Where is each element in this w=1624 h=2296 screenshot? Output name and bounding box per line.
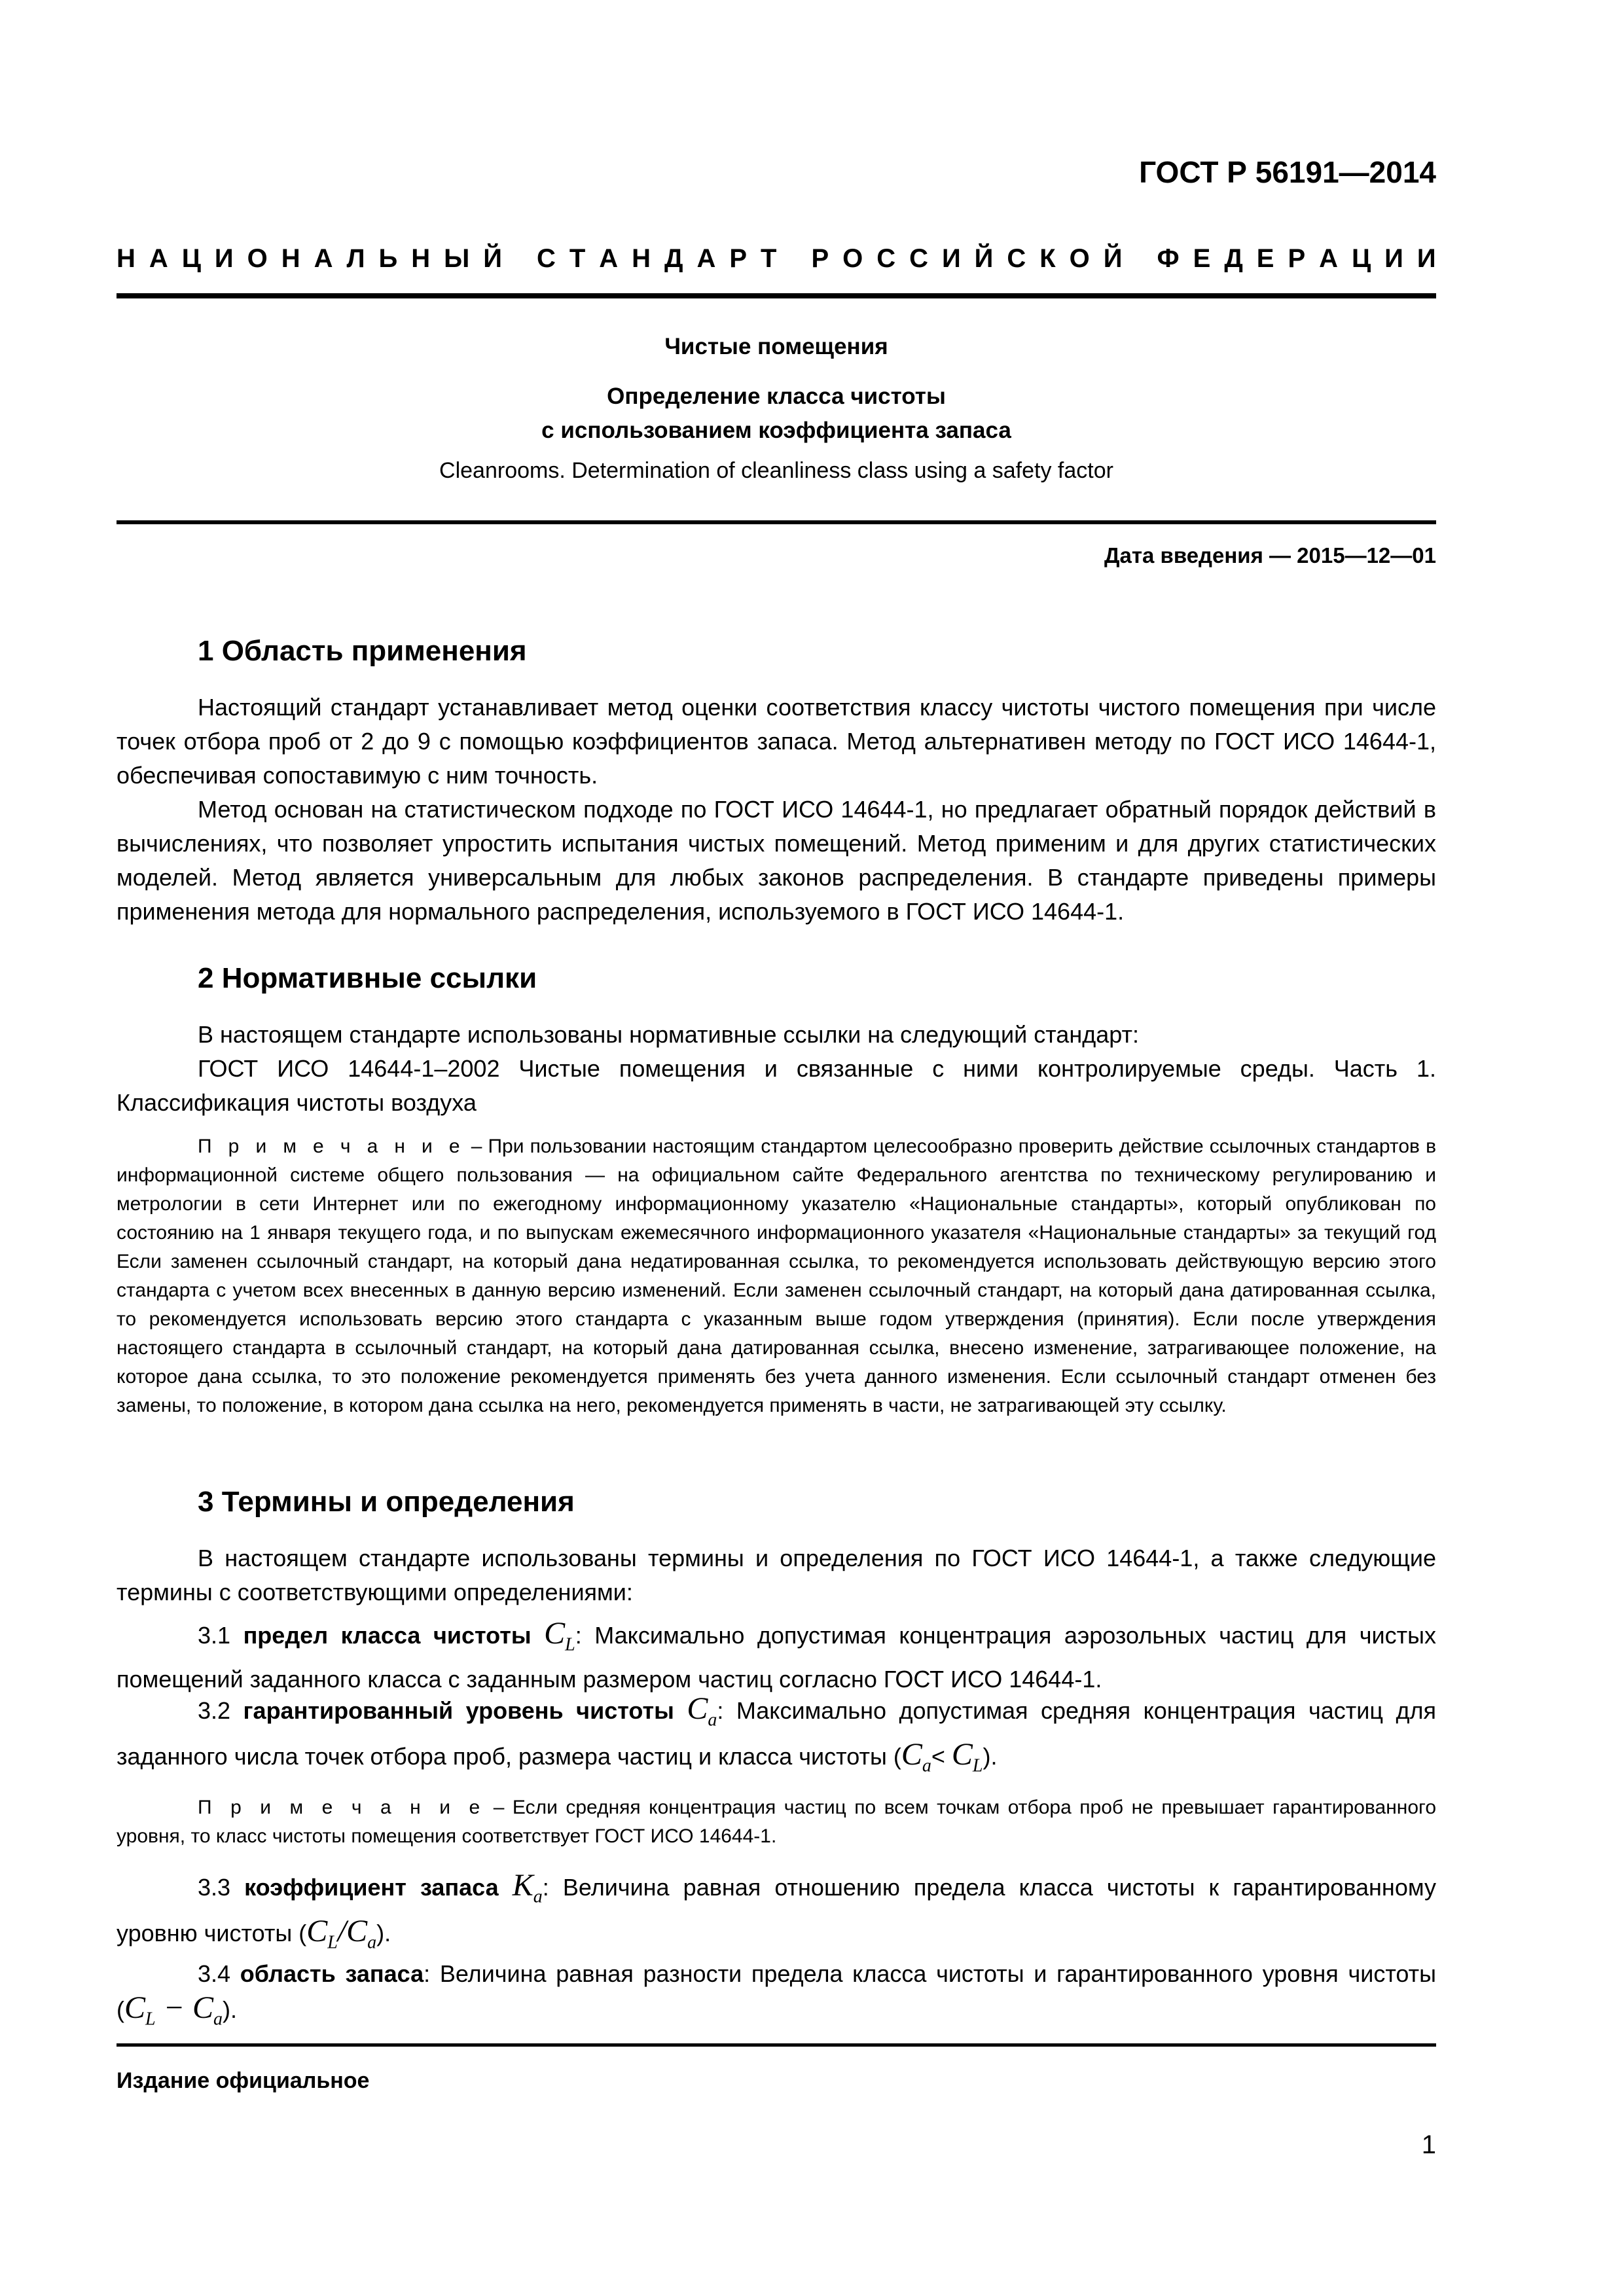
section-3-intro: В настоящем стандарте использованы термины и определения по ГОСТ ИСО 14644-1, а также следующие термины с соответствующими определениями: — [117, 1545, 1436, 1605]
section-3-note: П р и м е ч а н и е – Если средняя концентрация частиц по всем точкам отбора проб не превышает гарантированного уровня, то класс чистоты помещения соответствует ГОСТ ИСО 14644-1. — [117, 1797, 1437, 1847]
section-1-heading: 1 Область применения — [198, 635, 527, 667]
term-3-4-name: область запаса — [240, 1960, 424, 1987]
edition-label: Издание официальное — [117, 2068, 370, 2093]
section-2-note: П р и м е ч а н и е – При пользовании настоящим стандартом целесообразно проверить действие ссылочных стандартов в информационной системе общего пользования — на официальном сайте Федерального агентства по техническому регулированию и метрологии в сети Интернет или по ежегодному информационному указателю «Национальные стандарты», который опубликован по состоянию на 1 января текущего года, и по выпускам ежемесячного информационного указателя «Национальные стандарты» за текущий год Если заменен ссылочный стандарт, на который дана недатированная ссылка, то рекомендуется использовать действующую версию этого стандарта с учетом всех внесенных в данную версию изменений. Если заменен ссылочный стандарт, на который дана датированная ссылка, то рекомендуется использовать версию этого стандарта с указанным выше годом утверждения (принятия). Если после утверждения настоящего стандарта в ссылочный стандарт, на который дана датированная ссылка, внесено изменение, затрагивающее положение, на которое дана ссылка, то это положение рекомендуется применять без учета данного изменения. Если ссылочный стандарт отменен без замены, то положение, в котором дана ссылка на него, рекомендуется применять в части, не затрагивающей эту ссылку. — [117, 1136, 1437, 1416]
footer-rule — [117, 2043, 1436, 2047]
term-3-3: 3.3 коэффициент запаса $K_a$: Величина равная отношению предела класса чистоты к гарантированному уровню чистоты $(C_L/C_a)$. — [117, 1868, 1436, 1953]
section-1-paragraph-1: Настоящий стандарт устанавливает метод оценки соответствия классу чистоты чистого помещения при числе точек отбора проб от 2 до 9 с помощью коэффициентов запаса. Метод альтернативен методу по ГОСТ ИСО 14644-1, обеспечивая сопоставимую с ним точность. — [117, 694, 1436, 789]
gost-code: ГОСТ Р 56191—2014 — [1139, 155, 1436, 189]
term-3-1: 3.1 предел класса чистоты $C_L$: Максимально допустимая концентрация аэрозольных частиц для чистых помещений заданного класса с заданным размером частиц согласно ГОСТ ИСО 14644-1. — [117, 1616, 1436, 1693]
term-3-4: 3.4 область запаса: Величина равная разности предела класса чистоты и гарантированного уровня чистоты $(C_L - C_a)$. — [117, 1960, 1436, 2030]
term-3-2: 3.2 гарантированный уровень чистоты $C_a$: Максимально допустимая средняя концентрация частиц для заданного числа точек отбора проб, размера частиц и класса чистоты $(C_a< C_L)$. — [117, 1691, 1436, 1776]
title-main: Чистые помещения — [664, 334, 888, 359]
title-sub-line2: с использованием коэффициента запаса — [541, 418, 1011, 443]
document-page — [117, 0, 1436, 2296]
section-3-heading: 3 Термины и определения — [198, 1486, 575, 1518]
title-sub — [117, 380, 1436, 448]
date-of-introduction: Дата введения — 2015—12—01 — [1104, 543, 1436, 567]
term-3-3-name: коэффициент запаса — [244, 1874, 499, 1901]
section-2-reference: ГОСТ ИСО 14644-1–2002 Чистые помещения и связанные с ними контролируемые среды. Часть 1. Классификация чистоты воздуха — [117, 1055, 1436, 1116]
section-2-heading: 2 Нормативные ссылки — [198, 962, 537, 994]
section-1-paragraph-2: Метод основан на статистическом подходе по ГОСТ ИСО 14644-1, но предлагает обратный порядок действий в вычислениях, что позволяет упростить испытания чистых помещений. Метод применим и для других статистических моделей. Метод является универсальным для любых законов распределения. В стандарте приведены примеры применения метода для нормального распределения, используемого в ГОСТ ИСО 14644-1. — [117, 796, 1436, 925]
title-sub-line1: Определение класса чистоты — [607, 384, 946, 409]
term-3-2-name: гарантированный уровень чистоты — [243, 1697, 674, 1724]
title-rule — [117, 520, 1436, 524]
header-rule — [117, 293, 1436, 298]
section-2-paragraph-1: В настоящем стандарте использованы нормативные ссылки на следующий стандарт: — [198, 1021, 1139, 1048]
symbol-ka: $K_a$ — [512, 1868, 543, 1907]
term-3-1-name: предел класса чистоты — [243, 1622, 532, 1649]
title-english: Cleanrooms. Determination of cleanliness class using a safety factor — [439, 458, 1113, 483]
symbol-ca: $C_a$ — [687, 1691, 717, 1731]
national-standard-heading: Н А Ц И О Н А Л Ь Н Ы Й С Т А Н Д А Р Т Р О С С И Й С К О Й Ф Е Д Е Р А Ц И И — [117, 244, 1436, 273]
symbol-cl: $C_L$ — [544, 1616, 575, 1655]
page-number: 1 — [1421, 2130, 1436, 2159]
